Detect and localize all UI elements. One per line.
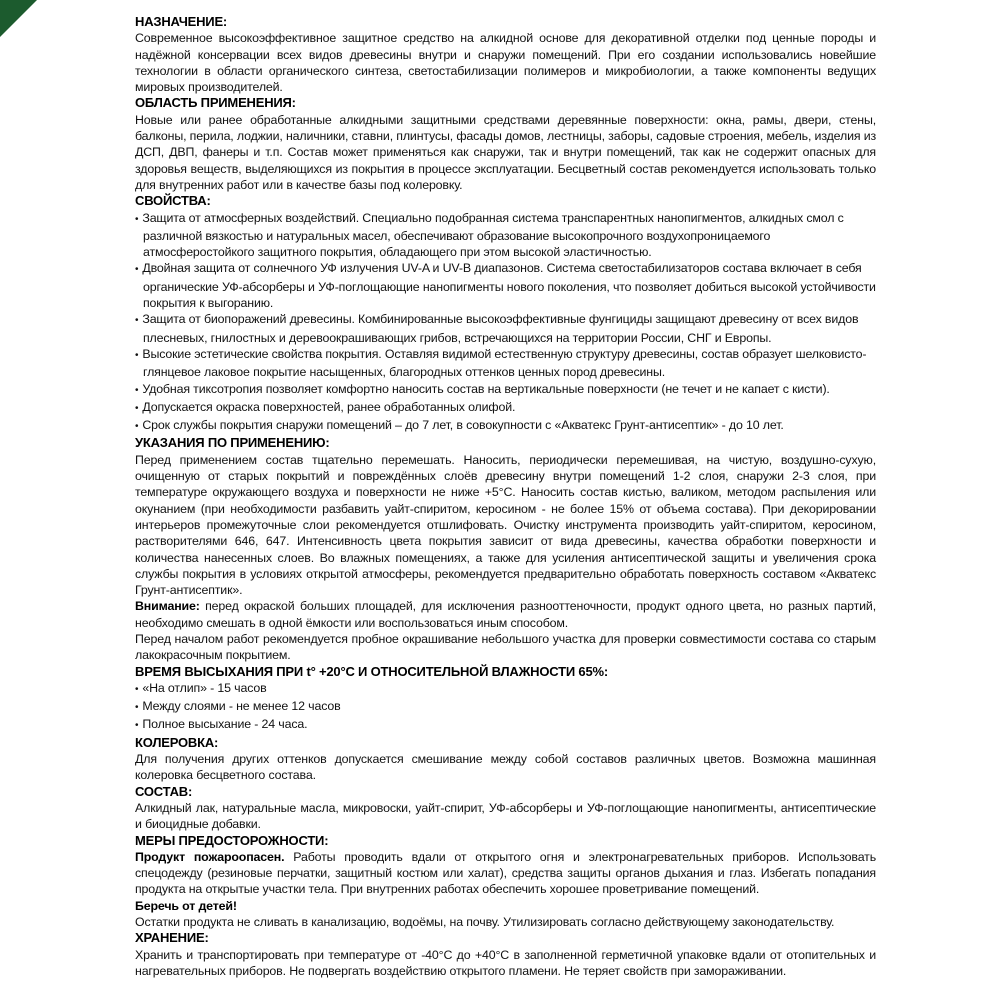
paragraph [135,598,876,631]
paragraph-text: Работы проводить вдали от открытого огня и электронагревательных приборов. Использовать спецодежду (резиновые перчатки, защитный костюм или халат), средства защиты органов дыхания и глаз. Избегать попадания продукта на открытые участки тела. При внутренних работах обеспечить хорошее проветривание помещений. [135,849,877,897]
paragraph: Перед применением состав тщательно перемешать. Наносить, периодически перемешивая, на чистую, воздушно-сухую, очищенную от старых покрытий и повреждённых слоёв древесину внутри помещений 1-2 слоя, снаружи 2-3 слоя, при температуре окружающего воздуха и поверхности не ниже +5°С. Наносить состав кистью, валиком, методом распыления или окунанием (при необходимости разбавить уайт-спиритом, керосином - не более 15% от объема состава). При декорировании интерьеров промежуточные слои рекомендуется отшлифовать. Очистку инструмента производить уайт-спиритом, керосином, растворителями 646, 647. Интенсивность цвета покрытия зависит от вида древесины, качества обработки поверхности и количества нанесенных слоев. Во влажных помещениях, а также для усиления антисептической защиты и увеличения срока службы покрытия в условиях открытой атмосферы, рекомендуется предварительно обработать поверхность составом «Акватекс Грунт-антисептик». [135,452,876,598]
paragraph: Перед началом работ рекомендуется пробное окрашивание небольшого участка для проверки совместимости состава со старым лакокрасочным покрытием. [135,631,876,663]
bullet-item: • «На отлип» - 15 часов [135,680,876,698]
paragraph: Алкидный лак, натуральные масла, микровоски, уайт-спирит, УФ-абсорберы и УФ-поглощающие нанопигменты, антисептические и биоцидные добавки. [135,800,876,832]
section-heading: ОБЛАСТЬ ПРИМЕНЕНИЯ: [135,95,296,111]
bullet-item: • Двойная защита от солнечного УФ излучения UV-A и UV-B диапазонов. Система светостабилизаторов состава включает в себя органические УФ-абсорберы и УФ-поглощающие нанопигменты нового поколения, что позволяет добиться высокой устойчивости покрытия к выгоранию. [135,260,876,311]
section-heading: ХРАНЕНИЕ: [135,930,209,946]
paragraph: Современное высокоэффективное защитное средство на алкидной основе для декоративной отделки под ценные породы и надёжной консервации всех видов древесины внутри и снаружи помещений. При его создании использовались новейшие технологии в области органического синтеза, светостабилизации полимеров и микробиологии, а также компоненты ведущих мировых производителей. [135,31,876,95]
bullet-list [135,680,876,735]
bullet-item: • Защита от атмосферных воздействий. Специально подобранная система транспарентных нанопигментов, алкидных смол с различной вязкостью и натуральных масел, обеспечивают образование высокопрочного воздухопроницаемого атмосферостойкого защитного покрытия, обладающего при этом высокой эластичностью. [135,210,876,261]
paragraph-lead: Внимание: [135,599,200,614]
section-heading: СОСТАВ: [135,783,193,799]
bullet-item: • Допускается окраска поверхностей, ранее обработанных олифой. [135,399,876,417]
paragraph: Новые или ранее обработанные алкидными защитными средствами деревянные поверхности: окна, рамы, двери, стены, балконы, перила, лоджии, наличники, ставни, плинтусы, фасады домов, лестницы, заборы, садовые строения, мебель, изделия из ДСП, ДВП, фанеры и т.п. Состав может применяться как снаружи, так и внутри помещений, так как не содержит опасных для здоровья веществ, выделяющихся из покрытия в процессе эксплуатации. Бесцветный состав рекомендуется использовать только для внутренних работ или в качестве базы под колеровку. [135,112,876,192]
section-heading: НАЗНАЧЕНИЕ: [135,14,228,29]
paragraph [135,849,876,898]
bullet-item: • Полное высыхание - 24 часа. [135,716,876,734]
label-text-block [135,14,876,979]
paragraph: Беречь от детей! [135,898,237,913]
bullet-item: • Между слоями - не менее 12 часов [135,698,876,716]
section-heading: ВРЕМЯ ВЫСЫХАНИЯ ПРИ t° +20°С И ОТНОСИТЕЛЬНОЙ ВЛАЖНОСТИ 65%: [135,663,608,679]
bullet-list [135,210,876,436]
section-heading: МЕРЫ ПРЕДОСТОРОЖНОСТИ: [135,832,329,848]
paragraph-text: перед окраской больших площадей, для исключения разнооттеночности, продукт одного цвета, но разных партий, необходимо смешать в одной ёмкости или воспользоваться иным способом. [135,599,876,630]
corner-triangle [0,0,37,37]
section-heading: СВОЙСТВА: [135,193,211,209]
bullet-item: • Защита от биопоражений древесины. Комбинированные высокоэффективные фунгициды защищают древесину от всех видов плесневых, гнилостных и деревоокрашивающих грибов, встречающихся на территории России, СНГ и Европы. [135,311,876,346]
paragraph: Для получения других оттенков допускается смешивание между собой составов различных цветов. Возможна машинная колеровка бесцветного состава. [135,752,876,783]
section-heading: УКАЗАНИЯ ПО ПРИМЕНЕНИЮ: [135,435,330,451]
bullet-item: • Удобная тиксотропия позволяет комфортно наносить состав на вертикальные поверхности (не течет и не капает с кисти). [135,381,876,399]
paragraph: Хранить и транспортировать при температуре от -40°С до +40°С в заполненной герметичной упаковке вдали от отопительных и нагревательных приборов. Не подвергать воздействию открытого пламени. Не теряет свойств при замораживании. [135,947,876,978]
bullet-item: • Срок службы покрытия снаружи помещений – до 7 лет, в совокупности с «Акватекс Грунт-антисептик» - до 10 лет. [135,417,876,435]
section-heading: КОЛЕРОВКА: [135,734,219,750]
bullet-item: • Высокие эстетические свойства покрытия. Оставляя видимой естественную структуру древесины, состав образует шелковисто-глянцевое лаковое покрытие насыщенных, благородных оттенков ценных пород древесины. [135,346,876,381]
paragraph-lead: Продукт пожароопасен. [135,849,285,864]
paragraph: Остатки продукта не сливать в канализацию, водоёмы, на почву. Утилизировать согласно действующему законодательству. [135,915,835,930]
